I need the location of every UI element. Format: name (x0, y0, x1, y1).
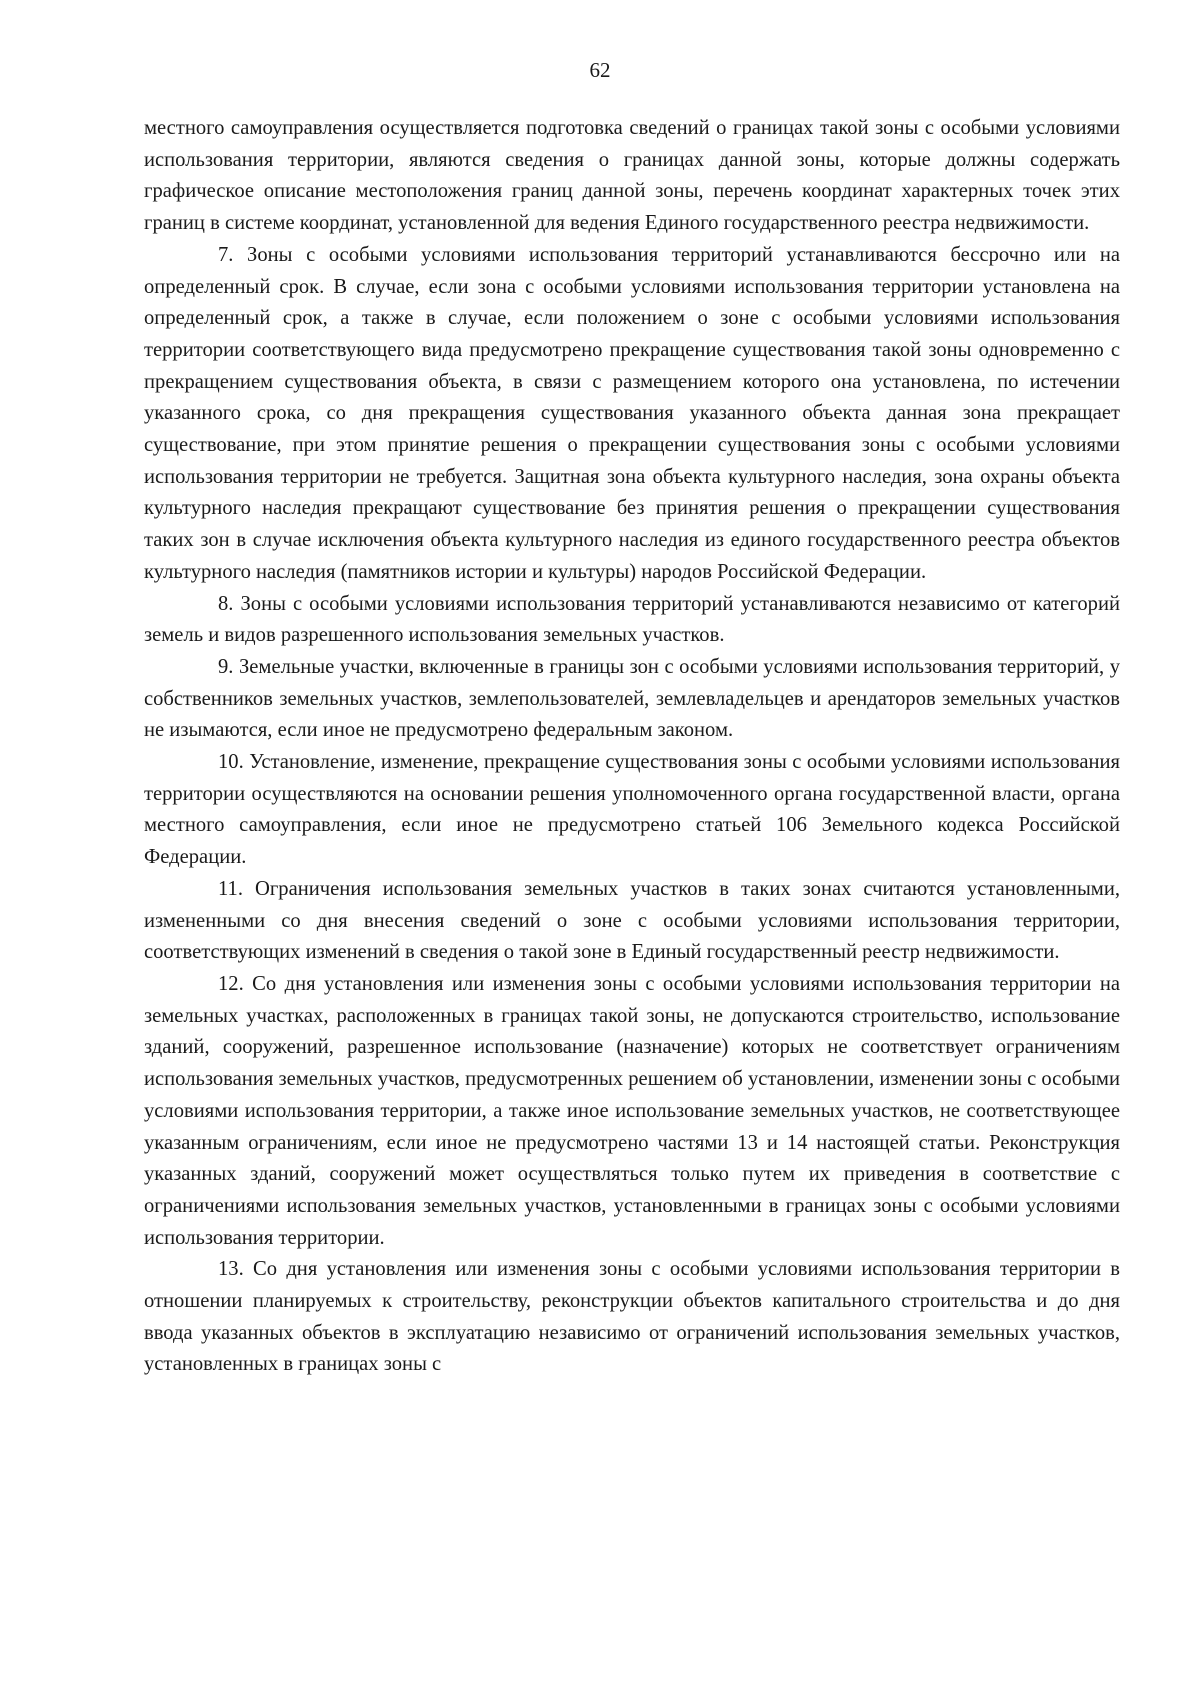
page-number: 62 (589, 58, 611, 82)
paragraph-item-7: 7. Зоны с особыми условиями использования территорий устанавливаются бессрочно или на определенный срок. В случае, если зона с особыми условиями использования территории установлена на определенный срок, а также в случае, если положением о зоне с особыми условиями использования территории соответствующего вида предусмотрено прекращение существования такой зоны одновременно с прекращением существования объекта, в связи с размещением которого она установлена, по истечении указанного срока, со дня прекращения существования указанного объекта данная зона прекращает существование, при этом принятие решения о прекращении существования зоны с особыми условиями использования территории не требуется. Защитная зона объекта культурного наследия, зона охраны объекта культурного наследия прекращают существование без принятия решения о прекращении существования таких зон в случае исключения объекта культурного наследия из единого государственного реестра объектов культурного наследия (памятников истории и культуры) народов Российской Федерации. (144, 243, 1120, 583)
paragraph-item-11: 11. Ограничения использования земельных участков в таких зонах считаются установленными, измененными со дня внесения сведений о зоне с особыми условиями использования территории, соответствующих изменений в сведения о такой зоне в Единый государственный реестр недвижимости. (144, 877, 1120, 964)
paragraph-continuation: местного самоуправления осуществляется подготовка сведений о границах такой зоны с особыми условиями использования территории, являются сведения о границах данной зоны, которые должны содержать графическое описание местоположения границ данной зоны, перечень координат характерных точек этих границ в системе координат, установленной для ведения Единого государственного реестра недвижимости. (144, 117, 1120, 235)
paragraph-item-13: 13. Со дня установления или изменения зоны с особыми условиями использования территории в отношении планируемых к строительству, реконструкции объектов капитального строительства и до дня ввода указанных объектов в эксплуатацию независимо от ограничений использования земельных участков, установленных в границах зоны с (144, 1258, 1120, 1376)
paragraph-item-8: 8. Зоны с особыми условиями использования территорий устанавливаются независимо от категорий земель и видов разрешенного использования земельных участков. (144, 592, 1120, 647)
document-body (144, 113, 1120, 1381)
paragraph-item-10: 10. Установление, изменение, прекращение существования зоны с особыми условиями использования территории осуществляются на основании решения уполномоченного органа государственной власти, органа местного самоуправления, если иное не предусмотрено статьей 106 Земельного кодекса Российской Федерации. (144, 751, 1120, 869)
paragraph-item-9: 9. Земельные участки, включенные в границы зон с особыми условиями использования территорий, у собственников земельных участков, землепользователей, землевладельцев и арендаторов земельных участков не изымаются, если иное не предусмотрено федеральным законом. (144, 655, 1120, 742)
paragraph-item-12: 12. Со дня установления или изменения зоны с особыми условиями использования территории на земельных участках, расположенных в границах такой зоны, не допускаются строительство, использование зданий, сооружений, разрешенное использование (назначение) которых не соответствует ограничениям использования земельных участков, предусмотренных решением об установлении, изменении зоны с особыми условиями использования территории, а также иное использование земельных участков, не соответствующее указанным ограничениям, если иное не предусмотрено частями 13 и 14 настоящей статьи. Реконструкция указанных зданий, сооружений может осуществляться только путем их приведения в соответствие с ограничениями использования земельных участков, установленными в границах зоны с особыми условиями использования территории. (144, 972, 1120, 1249)
